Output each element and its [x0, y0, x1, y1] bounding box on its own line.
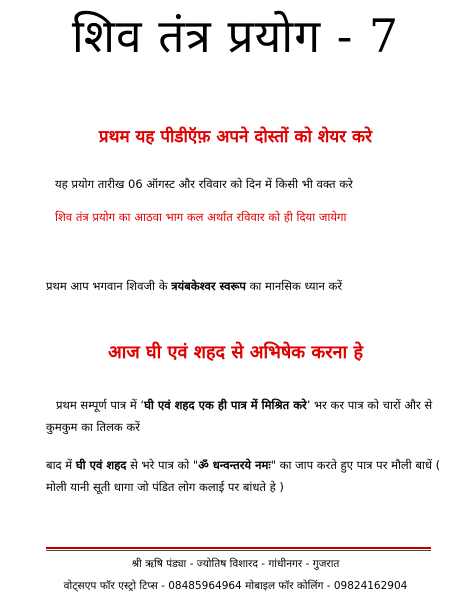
meditation-form: त्रयंबकेश्वर स्वरूप [171, 279, 246, 293]
footer-divider-red [46, 547, 431, 549]
footer-divider-dark [46, 550, 431, 551]
footer-contact-line: वोट्सएप फॉर एस्ट्रो टिप्स - 08485964964 मोबाइल फॉर कोलिंग - 09824162904 [63, 580, 408, 592]
para2-emphasis-ghee-honey: घी एवं शहद [75, 458, 127, 472]
footer-author-line: श्री ऋषि पंड्या - ज्योतिष विशारद - गांधीनगर - गुजरात [131, 558, 340, 570]
date-instruction: यह प्रयोग तारीख 06 ऑगस्ट और रविवार को दिन में किसी भी वक्त करे [55, 177, 353, 191]
mantra-paragraph [46, 454, 451, 498]
vessel-preparation-paragraph [46, 394, 451, 438]
meditation-text-before: प्रथम आप भगवान शिवजी के [46, 279, 172, 293]
para1-emphasis: घी एवं शहद एक ही पात्र में मिश्रित करे [144, 398, 307, 412]
para2-text-before: बाद में [46, 458, 76, 472]
next-part-note: शिव तंत्र प्रयोग का आठवा भाग कल अर्थात रविवार को ही दिया जायेगा [55, 210, 347, 224]
mantra-text: ॐ धन्वन्तरये नमः [198, 458, 271, 472]
para1-text-before: प्रथम सम्पूर्ण पात्र में ‘ [56, 398, 145, 412]
para2-text-after: " का जाप करते हुए पात्र पर मौली बाधें ( मोली यानी सूती धागा जो पंडित लोग कलाई पर बांधते हे ) [46, 458, 441, 494]
document-title: शिव तंत्र प्रयोग - 7 [71, 9, 400, 63]
meditation-instruction [46, 277, 342, 295]
meditation-text-after: का मानसिक ध्यान करें [245, 279, 343, 293]
para1-text-after: ’ भर कर पात्र को चारों और से कुमकुम का तिलक करें [46, 398, 433, 434]
section-heading: आज घी एवं शहद से अभिषेक करना हे [107, 342, 364, 363]
para2-text-middle: से भरे पात्र को " [126, 458, 199, 472]
share-request: प्रथम यह पीडीऍफ़ अपने दोस्तों को शेयर करे [98, 127, 373, 147]
